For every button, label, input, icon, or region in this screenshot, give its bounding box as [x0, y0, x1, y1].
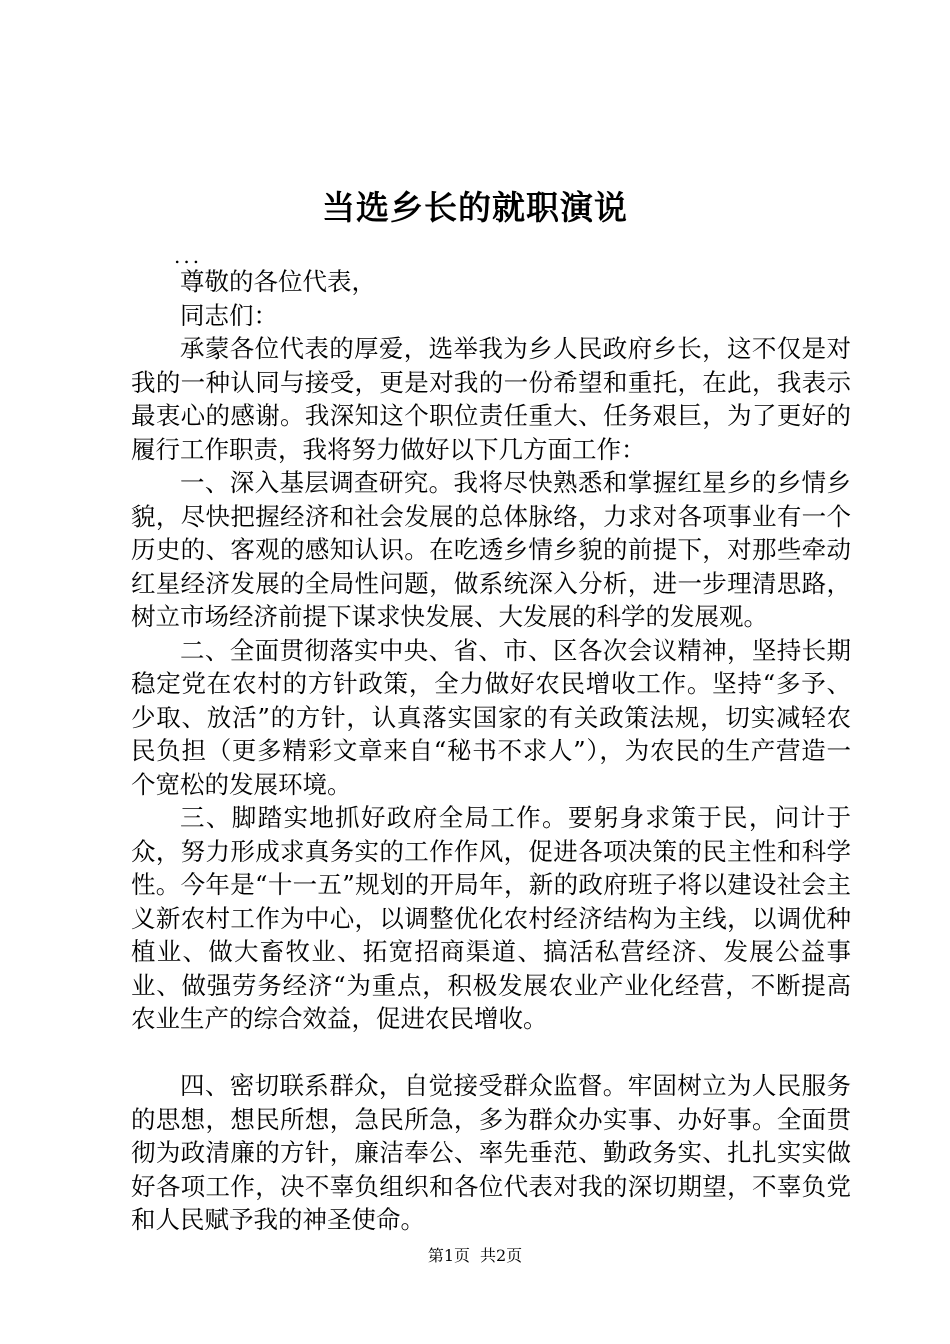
salutation-line: 同志们：	[180, 300, 278, 330]
document-title: 当选乡长的就职演说	[322, 188, 628, 227]
body-paragraph: 承蒙各位代表的厚爱，选举我为乡人民政府乡长，这不仅是对我的一种认同与接受，更是对我的一份希望和重托，在此，我表示最衷心的感谢。我深知这个职位责任重大、任务艰巨，为了更好的履行工作职责，我将努力做好以下几方面工作：	[131, 334, 851, 464]
page-footer	[0, 1245, 950, 1267]
ellipsis-marker: ...	[174, 244, 203, 268]
body-paragraph: 二、全面贯彻落实中央、省、市、区各次会议精神，坚持长期稳定党在农村的方针政策，全力做好农民增收工作。坚持“多予、少取、放活”的方针，认真落实国家的有关政策法规，切实减轻农民负担（更多精彩文章来自“秘书不求人”），为农民的生产营造一个宽松的发展环境。	[131, 635, 851, 799]
page-number: 第1页	[427, 1246, 470, 1265]
page-total: 共2页	[480, 1246, 523, 1265]
document-body	[131, 265, 851, 1237]
body-paragraph: 三、脚踏实地抓好政府全局工作。要躬身求策于民，问计于众，努力形成求真务实的工作作风，促进各项决策的民主性和科学性。今年是“十一五”规划的开局年，新的政府班子将以建设社会主义新农村工作为中心，以调整优化农村经济结构为主线，以调优种植业、做大畜牧业、拓宽招商渠道、搞活私营经济、发展公益事业、做强劳务经济“为重点，积极发展农业产业化经营，不断提高农业生产的综合效益，促进农民增收。	[131, 803, 851, 1033]
body-paragraph: 四、密切联系群众，自觉接受群众监督。牢固树立为人民服务的思想，想民所想，急民所急，多为群众办实事、办好事。全面贯彻为政清廉的方针，廉洁奉公、率先垂范、勤政务实、扎扎实实做好各项工作，决不辜负组织和各位代表对我的深切期望，不辜负党和人民赋予我的神圣使命。	[131, 1071, 851, 1234]
salutation-line: 尊敬的各位代表，	[180, 267, 376, 296]
body-paragraph: 一、深入基层调查研究。我将尽快熟悉和掌握红星乡的乡情乡貌，尽快把握经济和社会发展的总体脉络，力求对各项事业有一个历史的、客观的感知认识。在吃透乡情乡貌的前提下，对那些牵动红星经济发展的全局性问题，做系统深入分析，进一步理清思路，树立市场经济前提下谋求快发展、大发展的科学的发展观。	[131, 468, 851, 631]
